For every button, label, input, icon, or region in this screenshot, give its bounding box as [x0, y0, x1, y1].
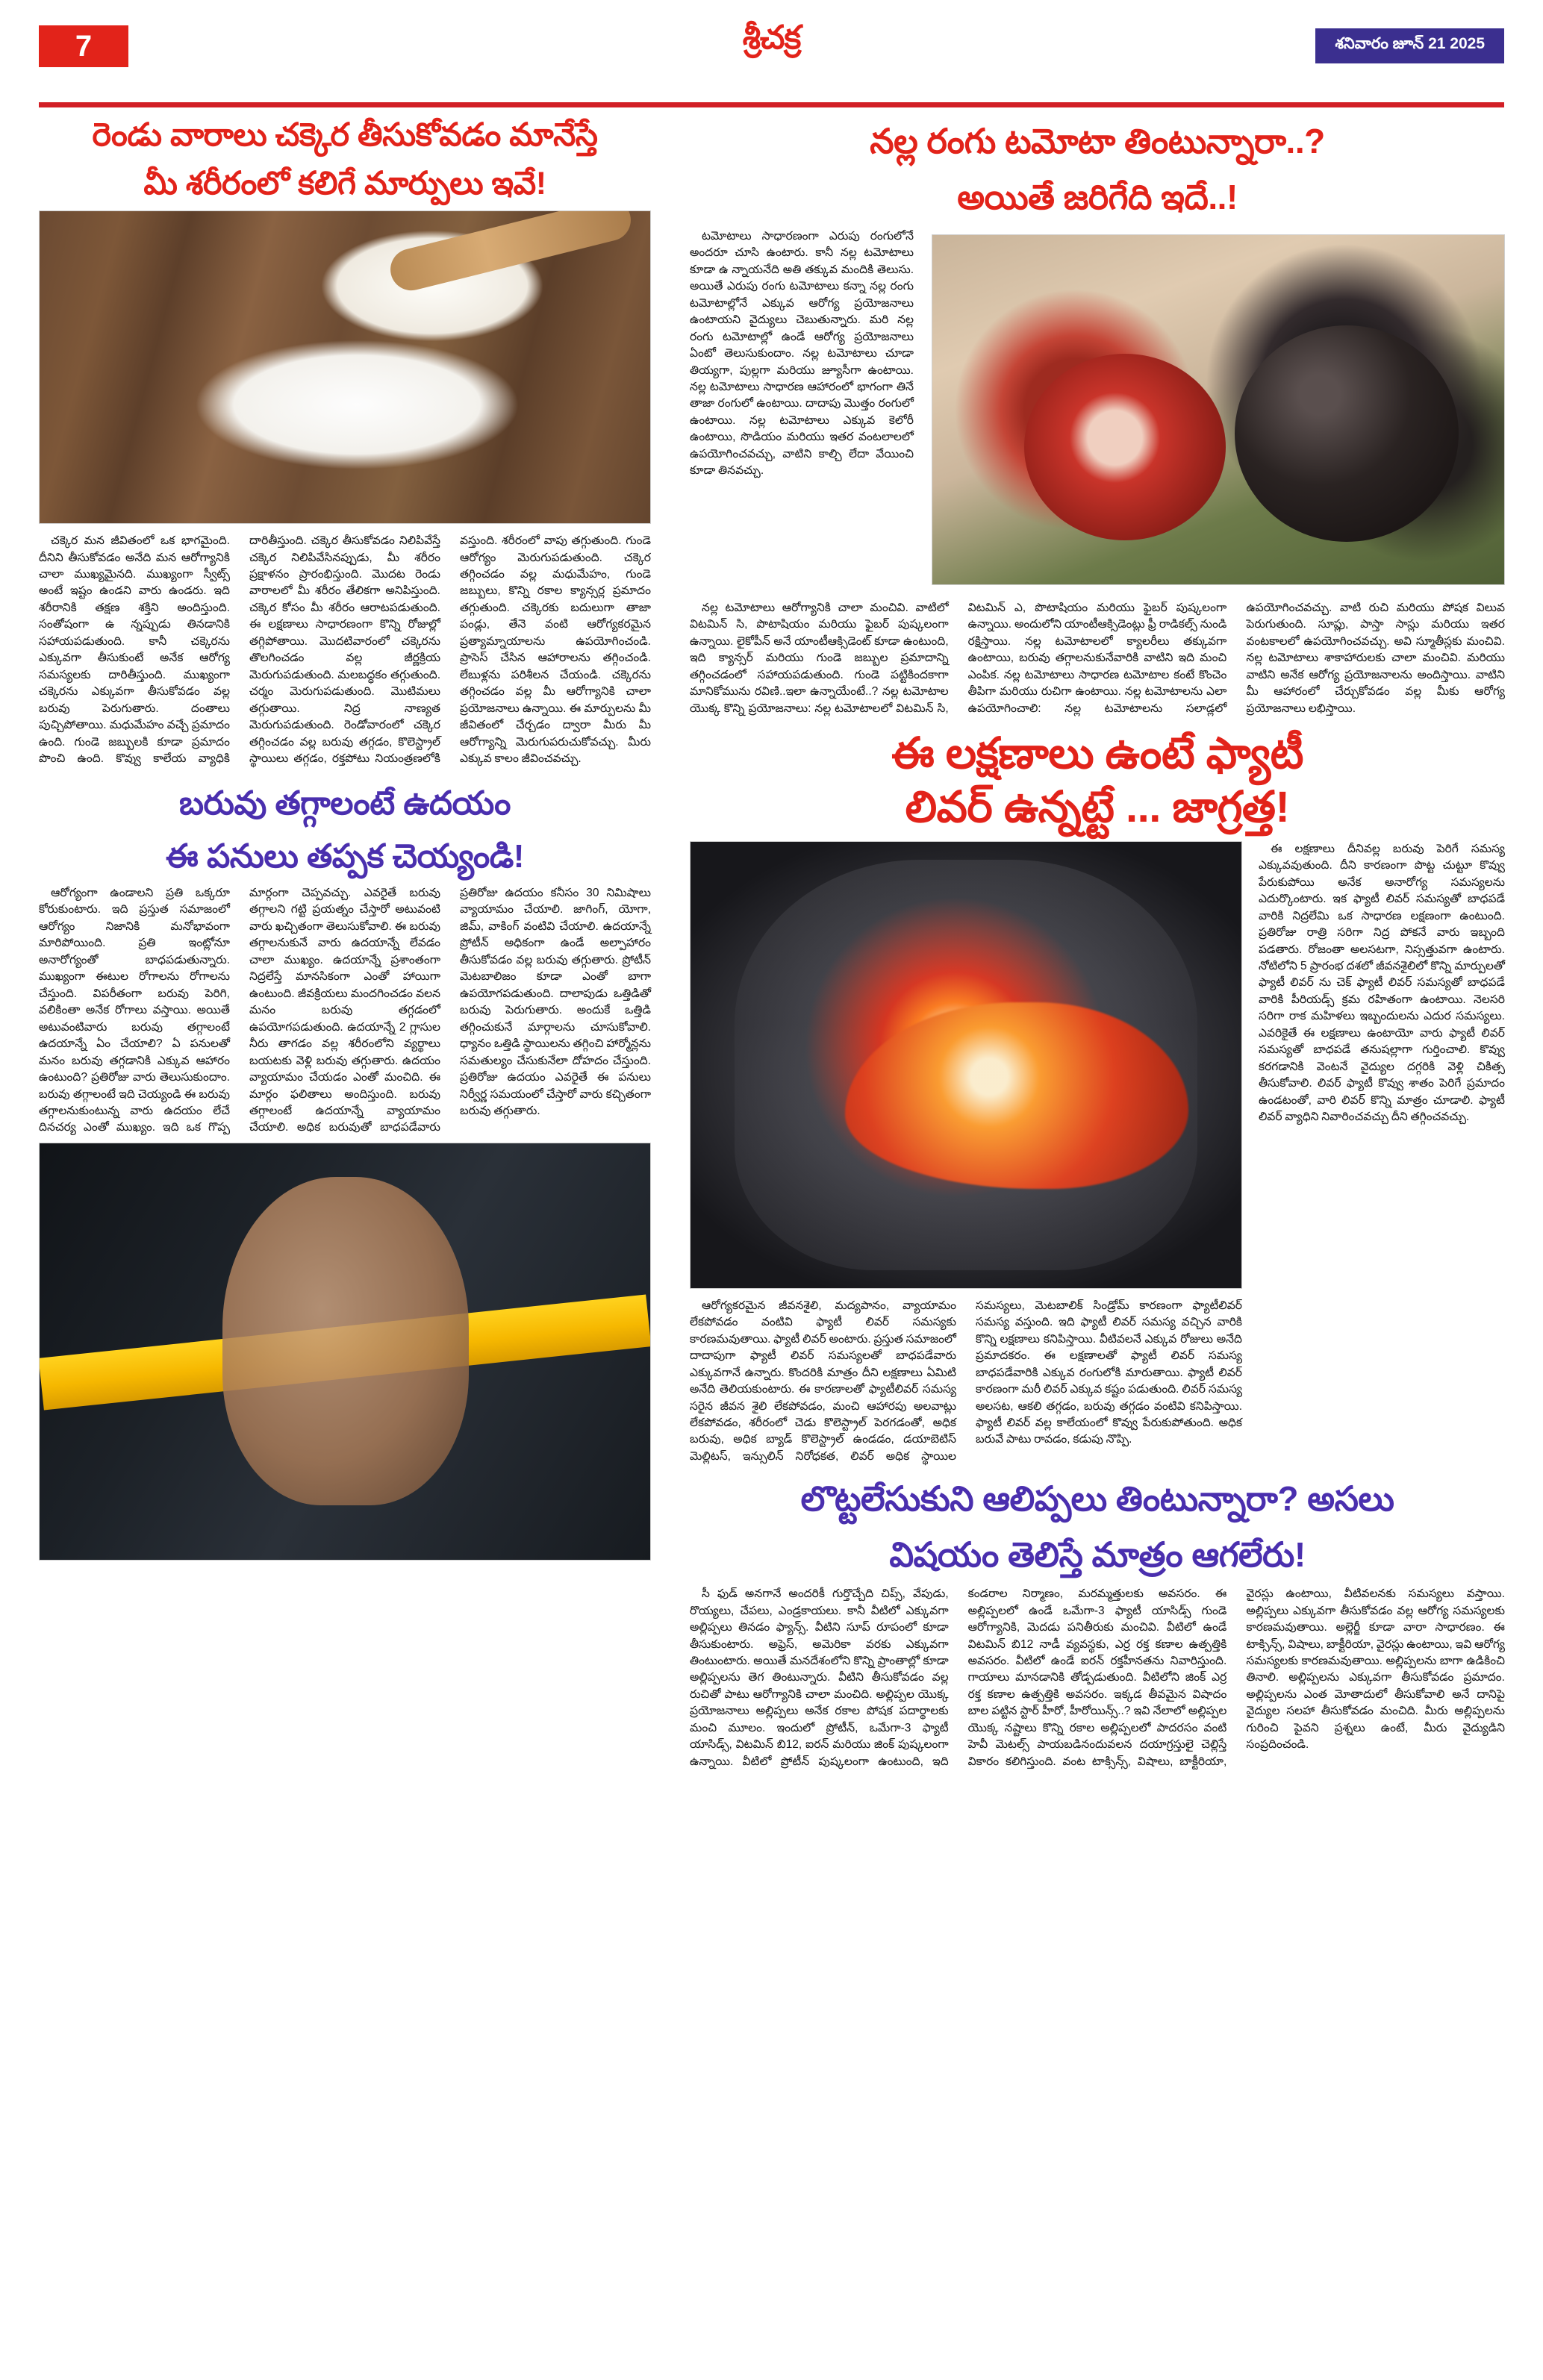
article-sugar: [39, 115, 651, 769]
article-liver-left-paragraph: ఆరోగ్యకరమైన జీవనశైలి, మద్యపానం, వ్యాయామం లేకపోవడం వంటివి ఫ్యాటీ లివర్ సమస్యకు కారణమవుతాయి. ఫ్యాటీ లివర్ అంటారు. ప్రస్తుత సమాజంలో దాదాపుగా ఫ్యాటీ లివర్ సమస్యలతో బాధపడేవారు ఎక్కువగానే ఉన్నారు. కొందరికి మాత్రం దీని లక్షణాలు ఏమిటి అనేది తెలియకుంటారు. ఈ కారణాలతో ఫ్యాటీలివర్ సమస్య సరైన జీవన శైలి లేకపోవడం, మంచి ఆహారపు అలవాట్లు లేకపోవడం, శరీరంలో చెడు కొలెస్ట్రాల్ పెరగడంతో, అధిక బరువు, అధిక బ్యాడ్ కొలెస్ట్రాల్ ఉండడం, డయాబెటిస్ మెల్లిటస్, ఇన్సులిన్ నిరోధకత, లివర్ అధిక స్థాయిల సమస్యలు, మెటబాలిక్ సిండ్రోమ్ కారణంగా ఫ్యాటీలివర్ సమస్య వస్తుంది. ఇది ఫ్యాటీ లివర్ సమస్య వచ్చిన వారికి కొన్ని లక్షణాలు కనిపిస్తాయి. వీటివలనే ఎక్కువ రోజులు అనేది ప్రమాదకరం. ఈ లక్షణాలతో ఫ్యాటీ లివర్ సమస్య బాధపడేవారికి ఎక్కువ రంగులోకి మారుతాయి. ఫ్యాటీ లివర్ కారణంగా మరీ లివర్ ఎక్కువ కష్టం పడుతుంది. లివర్ సమస్య అలసట, ఆకలి తగ్గడం, బరువు తగ్గడం వంటివి కనిపిస్తాయి. ఫ్యాటీ లివర్ వల్ల కాలేయంలో కొవ్వు పేరుకుపోతుంది. అధిక బరువే పాటు రావడం, కడుపు నొప్పి.: [690, 1299, 1242, 1463]
article-weight: [39, 783, 651, 1561]
publication-logo: శ్రీచక్ర: [742, 19, 801, 56]
article-tomato: [690, 119, 1505, 719]
article-weight-headline-line1: బరువు తగ్గాలంటే ఉదయం: [179, 785, 511, 822]
article-liver-body-left: [690, 1298, 1242, 1466]
article-sugar-body: [39, 533, 651, 769]
article-tomato-headline-line1: నల్ల రంగు టమోటా తింటున్నారా..?: [870, 122, 1325, 160]
article-weight-headline-line2: ఈ పనులు తప్పక చెయ్యండి!: [166, 837, 524, 875]
article-sugar-headline-line2: మీ శరీరంలో కలిగే మార్పులు ఇవే!: [143, 166, 546, 202]
article-chips-paragraph: సీ ఫుడ్ అనగానే అందరికీ గుర్తొచ్చేది చిప్స్, వేపుడు, రొయ్యలు, చేపలు, ఎండ్రకాయలు. కానీ వీటిలో ఎక్కువగా అల్లిప్పలు తినడం ఫ్యాన్స్. వీటిని సూప్ రూపంలో కూడా తీసుకుంటారు. అఫ్రెస్, అమెరికా వరకు ఎక్కువగా తింటుంటారు. అయితే మనదేశంలోని కొన్ని ప్రాంతాల్లో కూడా అల్లిప్పలను తెగ తింటున్నారు. వీటిని తీసుకోవడం వల్ల రుచితో పాటు ఆరోగ్యానికి చాలా మంచిది. అల్లిప్పల యొక్క ప్రయోజనాలు అల్లిప్పలు అనేక రకాల పోషక పదార్థాలకు మంచి మూలం. ఇందులో ప్రోటీన్, ఒమేగా-3 ఫ్యాటీ యాసిడ్స్, విటమిన్ బి12, ఐరన్ మరియు జింక్ పుష్కలంగా ఉన్నాయి. వీటిలో ప్రోటీన్ పుష్కలంగా ఉంటుంది, ఇది కండరాల నిర్మాణం, మరమ్మత్తులకు అవసరం. ఈ అల్లిప్పలలో ఉండే ఒమేగా-3 ఫ్యాటీ యాసిడ్స్ గుండె ఆరోగ్యానికి, మెదడు పనితీరుకు మంచివి. వీటిలో ఉండే విటమిన్ బి12 నాడీ వ్యవస్థకు, ఎర్ర రక్త కణాల ఉత్పత్తికి అవసరం. వీటిలో ఉండే ఐరన్ రక్తహీనతను నివారిస్తుంది. గాయాలు మానడానికి తోడ్పడుతుంది. వీటిలోని జింక్ ఎర్ర రక్త కణాల ఉత్పత్తికి అవసరం. ఇక్కడ తీవమైన విషాదం బాల పట్టిన స్టార్ హీరో, హీరోయిన్స్..? ఇవి నేలాలో అల్లిప్పల యొక్క నష్టాలు కొన్ని రకాల అల్లిప్పలలో పాదరసం వంటి హెవీ మెటల్స్ పాయబడినందువలన దయాగ్రస్తులై చెల్లిస్తే వికారం కలిగిస్తుంది. వంట టాక్సిన్స్, విషాలు, బాక్టీరియా, వైరస్లు ఉంటాయి, వీటివలనకు సమస్యలు వస్తాయి. అల్లిప్పలు ఎక్కువగా తీసుకోవడం వల్ల ఆరోగ్య సమస్యలకు కారణమవుతాయి. అల్లెర్జీ కూడా వారా సాధారణం. ఈ టాక్సిన్స్, విషాలు, బాక్టీరియా, వైరస్లు ఉంటాయి, ఇవి ఆరోగ్య సమస్యలకు కారణమవుతాయి. అల్లిప్పలను బాగా ఉడికించి తినాలి. అల్లిప్పలను ఎక్కువగా తీసుకోవడం ప్రమాదం. అల్లిప్పలను ఎంత మోతాదులో తీసుకోవాలి అనే దానిపై వైద్యుల సలహా తీసుకోవడం మంచిది. మీరు అల్లిప్పలను గురించి పైవని ప్రశ్నలు ఉంటే, మీరు వైద్యుడిని సంప్రదించండి.: [690, 1587, 1505, 1768]
article-tomato-headline-line2: అయితే జరిగేది ఇదే..!: [957, 177, 1238, 216]
article-liver: [690, 727, 1505, 1466]
black-tomato-photo: [932, 234, 1505, 585]
article-sugar-headline-line1: రెండు వారాలు చక్కెర తీసుకోవడం మానేస్తే: [92, 117, 598, 153]
article-sugar-paragraph: చక్కెర మన జీవితంలో ఒక భాగమైంది. దీనిని తీసుకోవడం అనేది మన ఆరోగ్యానికి చాలా ముఖ్యమైనది. ముఖ్యంగా స్వీట్స్ అంటే ఇష్టం ఉండని వారు ఉండరు. ఇది శరీరానికి తక్షణ శక్తిని అందిస్తుంది. సంతోషంగా ఉ న్నప్పుడు తినడానికి సహాయపడుతుంది. కానీ చక్కెరను ఎక్కువగా తీసుకుంటే అనేక ఆరోగ్య సమస్యలకు దారితీస్తుంది. ముఖ్యంగా చక్కెరను ఎక్కువగా తీసుకోవడం వల్ల బరువు పెరుగుతారు. దంతాలు పుచ్చిపోతాయి. మధుమేహం వచ్చే ప్రమాదం ఉంది. గుండె జబ్బులకి కూడా ప్రమాదం పొంచి ఉంది. కొవ్వు కాలేయ వ్యాధికి దారితీస్తుంది. చక్కెర తీసుకోవడం నిలిపివేస్తే చక్కెర నిలిపివేసినప్పుడు, మీ శరీరం ప్రక్షాళనం ప్రారంభిస్తుంది. మొదట రెండు వారాలలో మీ శరీరం తేలికగా అనిపిస్తుంది. చక్కెర కోసం మీ శరీరం ఆరాటపడుతుంది. ఈ లక్షణాలు సాధారణంగా కొన్ని రోజుల్లో తగ్గిపోతాయి. మొదటివారంలో చక్కెరను తొలగించడం వల్ల జీర్ణక్రియ మెరుగుపడుతుంది. మలబద్ధకం తగ్గుతుంది. చర్మం మెరుగుపడుతుంది. మొటిమలు తగ్గుతాయి. నిద్ర నాణ్యత మెరుగుపడుతుంది. రెండోవారంలో చక్కెర తగ్గించడం వల్ల బరువు తగ్గడం, కొలెస్ట్రాల్ స్థాయిలు తగ్గడం, రక్తపోటు నియంత్రణలోకి వస్తుంది. శరీరంలో వాపు తగ్గుతుంది. గుండె ఆరోగ్యం మెరుగుపడుతుంది. చక్కెర తగ్గించడం వల్ల మధుమేహం, గుండె జబ్బులు, కొన్ని రకాల క్యాన్సర్ల ప్రమాదం తగ్గుతుంది. చక్కెరకు బదులుగా తాజా పండ్లు, తేనె వంటి ఆరోగ్యకరమైన ప్రత్యామ్నాయాలను ఉపయోగించండి. ప్రాసెస్ చేసిన ఆహారాలను తగ్గించండి. లేబుళ్లను పరిశీలన చేయండి. చక్కెరను తగ్గించడం వల్ల మీ ఆరోగ్యానికి చాలా ప్రయోజనాలు ఉన్నాయి. ఈ మార్పులను మీ జీవితంలో చేర్చడం ద్వారా మీరు మీ ఆరోగ్యాన్ని మెరుగుపరుచుకోవచ్చు. మీరు ఎక్కువ కాలం జీవించవచ్చు.: [39, 534, 651, 766]
page-number: 7: [39, 25, 128, 67]
article-weight-body: [39, 885, 651, 1137]
page-body: [39, 107, 1505, 1768]
article-liver-headline-line1: ఈ లక్షణాలు ఉంటే ఫ్యాటీ: [891, 728, 1303, 778]
masthead: [39, 19, 1504, 107]
article-chips-body: [690, 1586, 1505, 1770]
article-weight-paragraph: ఆరోగ్యంగా ఉండాలని ప్రతి ఒక్కరూ కోరుకుంటారు. ఇది ప్రస్తుత సమాజంలో ఆరోగ్యం నిజానికి మనోభావంగా మారిపోయింది. ప్రతి ఇంట్లోనూ అనారోగ్యంతో బాధపడుతున్నారు. ముఖ్యంగా ఈటుల రోగాలను రోగాలను చేస్తుంది. విపరీతంగా బరువు పెరిగి, వలికింతా అనేక రోగాలు వస్తాయి. అయితే అటువంటివారు బరువు తగ్గాలంటే ఉదయాన్నే ఏం చేయాలి? ఏ పనులతో మనం బరువు తగ్గడానికి ఎక్కువ ఆహారం ఉంటుంది? ప్రతిరోజు వారు తెలుసుకుందాం. బరువు తగ్గాలంటే ఇది చెయ్యండి ఈ బరువు తగ్గాలనుకుంటున్న వారు ఉదయం లేచే దినచర్య ఎంతో ముఖ్యం. ఇది ఒక గొప్ప మార్గంగా చెప్పవచ్చు. ఎవరైతే బరువు తగ్గాలని గట్టి ప్రయత్నం చేస్తారో అటువంటి వారు ఖచ్చితంగా తెలుసుకోవాలి. ఈ బరువు తగ్గాలనుకునే వారు ఉదయాన్నే లేవడం చాలా ముఖ్యం. ఉదయాన్నే ప్రశాంతంగా నిద్రలేస్తే మానసికంగా ఎంతో హాయిగా ఉంటుంది. జీవక్రియలు మందగించడం వలన మనం బరువు తగ్గడంలో ఉపయోగపడుతుంది. ఉదయాన్నే 2 గ్లాసుల నీరు తాగడం వల్ల శరీరంలోని వ్యర్థాలు బయటకు వెళ్లి బరువు తగ్గుతారు. ఉదయం వ్యాయామం చేయడం ఎంతో మంచిది. ఈ మార్గం ఫలితాలు అందిస్తుంది. బరువు తగ్గాలంటే ఉదయాన్నే వ్యాయామం చేయాలి. అధిక బరువుతో బాధపడేవారు ప్రతిరోజు ఉదయం కనీసం 30 నిమిషాలు వ్యాయామం చేయాలి. జాగింగ్, యోగా, జిమ్, వాకింగ్ వంటివి చేయాలి. ఉదయాన్నే ప్రోటీన్ అధికంగా ఉండే అల్పాహారం తీసుకోవడం వల్ల బరువు తగ్గుతారు. ప్రోటీన్ మెటబాలిజం కూడా ఎంతో బాగా ఉపయోగపడుతుంది. దాలాపుడు ఒత్తిడితో బరువు పెరుగుతారు. అందుకే ఒత్తిడి తగ్గించుకునే మార్గాలను చూసుకోవాలి. ధ్యానం ఒత్తిడి స్థాయిలను తగ్గించి హార్మోన్లను సమతుల్యం చేసుకునేలా దోహదం చేస్తుంది. ప్రతిరోజు ఉదయం ఎవరైతే ఈ పనులు నిర్వీర్ణ సమయంలో చేస్తారో వారు కచ్చితంగా బరువు తగ్గుతారు.: [39, 886, 651, 1134]
article-tomato-paragraph: నల్ల టమోటాలు ఆరోగ్యానికి చాలా మంచివి. వాటిలో విటమిన్ సి, పొటాషియం మరియు ఫైబర్ పుష్కలంగా ఉన్నాయి. లైకోపీన్ అనే యాంటీఆక్సిడెంట్ కూడా ఉంటుంది, ఇది క్యాన్సర్ మరియు గుండె జబ్బుల ప్రమాదాన్ని తగ్గించడంలో సహాయపడుతుంది. గుండె పట్టికిందకాగా మానికోమును రవిణి..ఇలా ఉన్నాయేంటే..? నల్ల టమోటాల యొక్క కొన్ని ప్రయోజనాలు: నల్ల టమోటాలలో విటమిన్ సి, విటమిన్ ఎ, పొటాషియం మరియు ఫైబర్ పుష్కలంగా ఉన్నాయి. అందులోని యాంటీఆక్సిడెంట్లు ఫ్రీ రాడికల్స్ నుండి రక్షిస్తాయి. నల్ల టమోటాలలో క్యాలరీలు తక్కువగా ఉంటాయి, బరువు తగ్గాలనుకునేవారికి వాటిని ఇది మంచి ఎంపిక. నల్ల టమోటాలు సాధారణ టమోటాల కంటే కొంచెం తీపిగా మరియు రుచిగా ఉంటాయి. నల్ల టమోటాలను ఎలా ఉపయోగించాలి: నల్ల టమోటాలను సలాడ్లలో ఉపయోగించవచ్చు. వాటి రుచి మరియు పోషక విలువ పెరుగుతుంది. సూప్లు, పాస్తా సాస్లు మరియు ఇతర వంటకాలలో ఉపయోగించవచ్చు. అవి స్మూతీస్లకు మంచివి. నల్ల టమోటాలు శాకాహారులకు చాలా మంచివి. మరియు వాటిని అనేక ఆరోగ్య ప్రయోజనాలను అందిస్తాయి. వాటిని మీ ఆహారంలో చేర్చుకోవడం వల్ల మీకు ఆరోగ్య ప్రయోజనాలు లభిస్తాయి.: [690, 601, 1505, 715]
article-tomato-intro-paragraph: టమోటాలు సాధారణంగా ఎరుపు రంగులోనే అందరూ చూసి ఉంటారు. కానీ నల్ల టమోటాలు కూడా ఉ న్నాయనేది అతి తక్కువ మందికి తెలుసు. అయితే ఎరుపు రంగు టమోటాలు కన్నా నల్ల రంగు టమోటాల్లోనే ఎక్కువ ఆరోగ్య ప్రయోజనాలు ఉంటాయని వైద్యులు చెబుతున్నారు. మరి నల్ల రంగు టమోటాల్లో ఉండే ఆరోగ్య ప్రయోజనాలు ఏంటో తెలుసుకుందాం. నల్ల టమోటాలు చూడా తియ్యగా, పుల్లగా మరియు జ్యూసీగా ఉంటాయి. నల్ల టమోటాలు సాధారణ ఆహారంలో భాగంగా తినే తాజా రంగులో ఉంటాయి. దాదాపు మొత్తం రంగులో ఉంటాయి. నల్ల టమోటాలు ఎక్కువ కెలోరీ ఉంటాయి, సొడియం మరియు ఇతర వంటలాలలో ఉపయోగించవచ్చు, వాటిని కాల్చి లేదా వేయించి కూడా తినవచ్చు.: [690, 229, 914, 478]
sugar-bowl-photo: [39, 210, 651, 524]
right-column: [690, 107, 1505, 1775]
article-liver-right-paragraph: ఈ లక్షణాలు దీనివల్ల బరువు పెరిగే సమస్య ఎక్కువవుతుంది. దీని కారణంగా పొట్ట చుట్టూ కొవ్వు పేరుకుపోయి అనేక అనారోగ్య సమస్యలను ఎదుర్కొంటారు. ఇక ఫ్యాటీ లివర్ సమస్యతో బాధపడే వారికి నిద్రలేమి ఒక సాధారణ లక్షణంగా ఉంటుంది. ప్రతిరోజు రాత్రి సరిగా నిద్ర పోకనే వారు ఇబ్బంది పడతారు. రోజంతా అలసటగా, నిస్సత్తువగా ఉంటారు. నోటిలోని 5 ప్రారంభ దశలో జీవనశైలిలో కొన్ని మార్పులతో ఫ్యాటీ లివర్ ను చెక్ ఫ్యాటీ లివర్ సమస్యతో బాధపడే వారికి పీరియడ్స్ క్రమ రహితంగా ఉంటాయి. నెలసరి సరిగా రాక మహిళలు ఇబ్బందులను ఎదుర సమస్యలు. ఎవరికైతే ఈ లక్షణాలు ఉంటాయో వారు ఫ్యాటీ లివర్ సమస్యతో బాధపడే తనుషల్లాగా గుర్తించాలి. కొవ్వు కరగడానికి వెంటనే వైద్యుల దగ్గరికి వెళ్లి చికిత్స తీసుకోవాలి. లివర్ ఫ్యాటీ కొవ్వు శాతం పెరిగే ప్రమాదం ఉండటంతో, వారి లివర్ కొన్ని మాత్రం చూడాలి. ఫ్యాటీ లివర్ వ్యాధిని నివారించవచ్చు దీని తగ్గించవచ్చు.: [1259, 842, 1505, 1124]
article-liver-body-right: [1259, 841, 1505, 1132]
article-chips: [690, 1477, 1505, 1770]
fatty-liver-photo: [690, 841, 1242, 1289]
article-liver-headline-line2: లివర్ ఉన్నట్టే ... జాగ్రత్త!: [905, 783, 1290, 832]
issue-date: శనివారం జూన్ 21 2025: [1315, 28, 1504, 63]
left-column: [39, 107, 651, 1570]
article-tomato-intro: [690, 228, 914, 486]
article-tomato-body: [690, 600, 1505, 719]
measuring-tape-waist-photo: [39, 1143, 651, 1561]
article-chips-headline-line1: లొట్టలేసుకుని ఆలిప్పలు తింటున్నారా? అసలు: [800, 1479, 1394, 1519]
article-chips-headline-line2: విషయం తెలిస్తే మాత్రం ఆగలేరు!: [889, 1535, 1306, 1575]
